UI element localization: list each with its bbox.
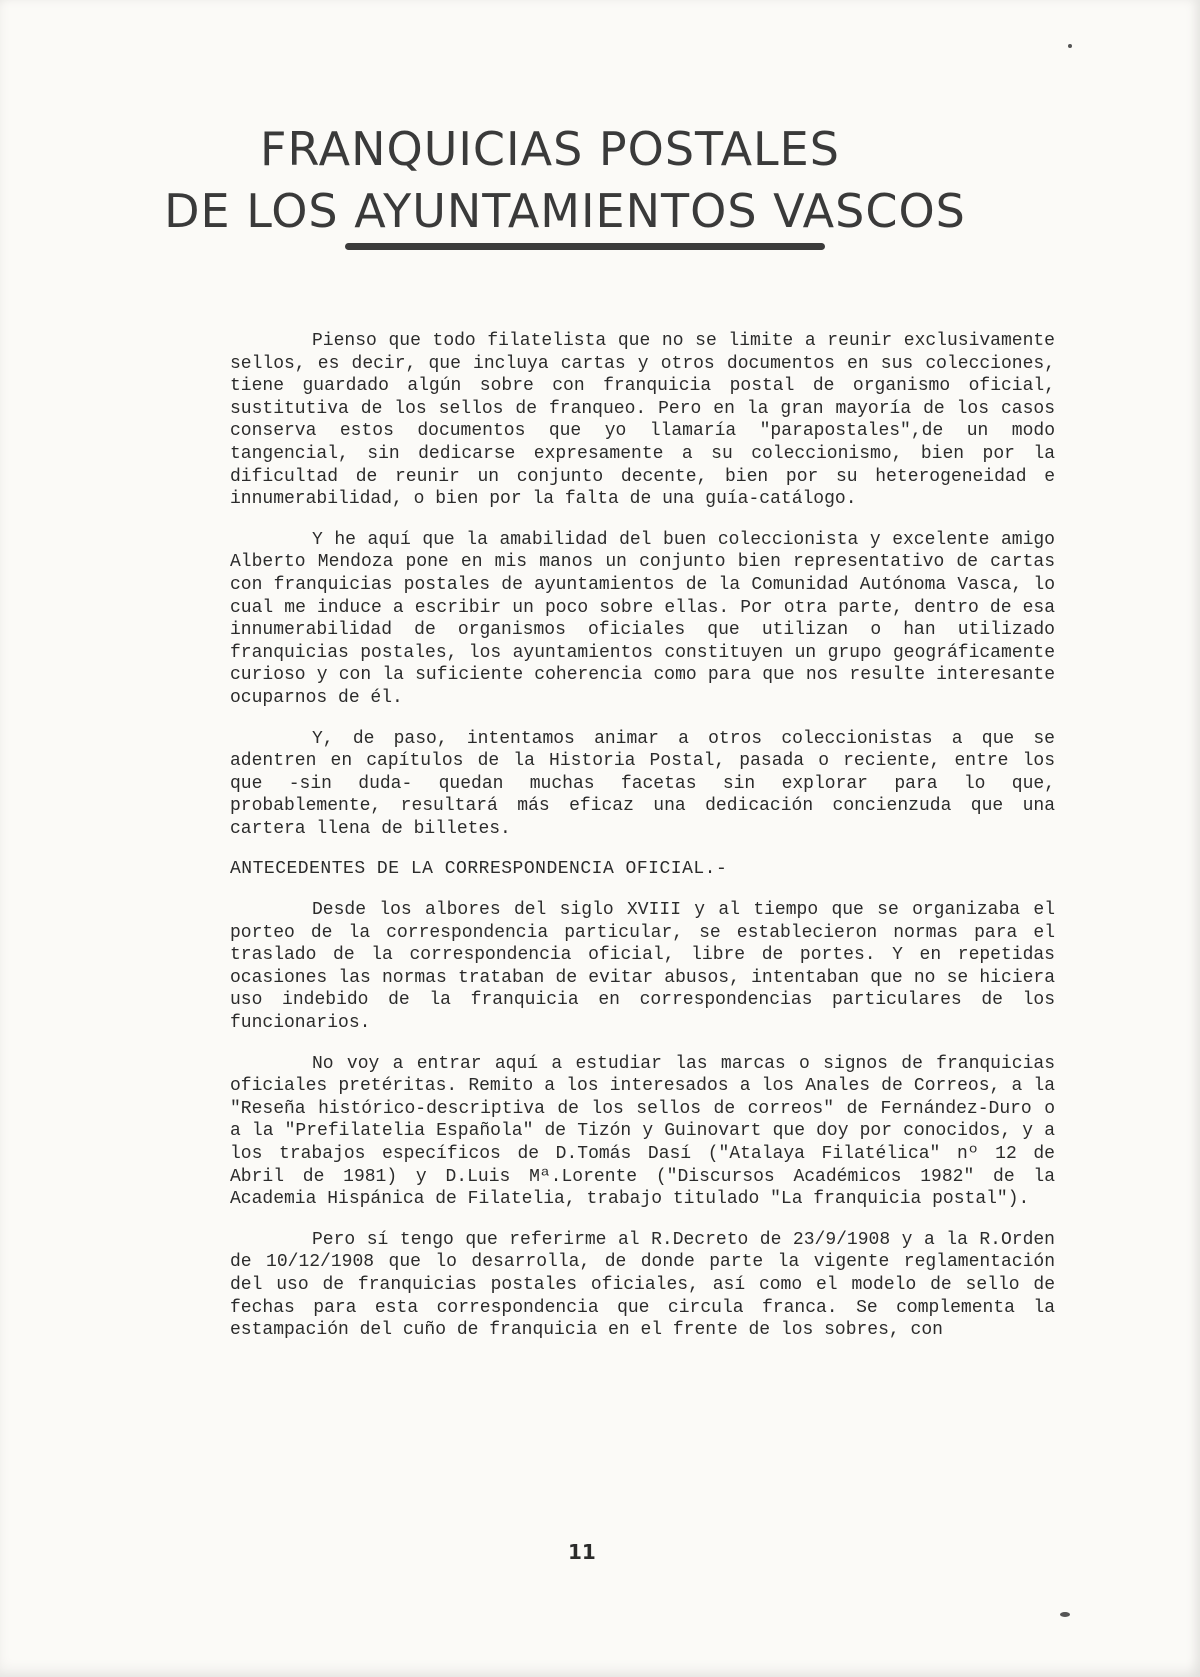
page-number: 11	[568, 1540, 596, 1564]
paragraph: No voy a entrar aquí a estudiar las marcas o signos de franquicias oficiales pretéritas. Remito a los interesados a los Anales de Correos, a la "Reseña histórico-descriptiva de los sellos de correos" de Fernández-Duro o a la "Prefilatelia Española" de Tizón y Guinovart que doy por conocidos, y a los trabajos específicos de D.Tomás Dasí ("Atalaya Filatélica" nº 12 de Abril de 1981) y D.Luis Mª.Lorente ("Discursos Académicos 1982" de la Academia Hispánica de Filatelia, trabajo titulado "La franquicia postal").	[230, 1053, 1055, 1210]
title-line-1: FRANQUICIAS POSTALES	[260, 122, 840, 176]
paragraph: Pienso que todo filatelista que no se limite a reunir exclusivamente sellos, es decir, que incluya cartas y otros documentos en sus colecciones, tiene guardado algún sobre con franquicia postal de organismo oficial, sustitutiva de los sellos de franqueo. Pero en la gran mayoría de los casos conserva estos documentos que yo llamaría "parapostales",de un modo tangencial, sin dedicarse expresamente a su coleccionismo, bien por la dificultad de reunir un conjunto decente, bien por su heterogeneidad e innumerabilidad, o bien por la falta de una guía-catálogo.	[230, 331, 1055, 510]
paragraph: Desde los albores del siglo XVIII y al tiempo que se organizaba el porteo de la correspondencia particular, se establecieron normas para el traslado de la correspondencia oficial, libre de portes. Y en repetidas ocasiones las normas trataban de evitar abusos, intentaban que no se hiciera uso indebido de la franquicia en correspondencias particulares de los funcionarios.	[230, 900, 1055, 1034]
section-heading: ANTECEDENTES DE LA CORRESPONDENCIA OFICIAL.-	[230, 859, 728, 880]
article-body	[230, 330, 1055, 1360]
title-underline	[345, 243, 825, 250]
title-line-2: DE LOS AYUNTAMIENTOS VASCOS	[164, 184, 966, 238]
paragraph: Y, de paso, intentamos animar a otros coleccionistas a que se adentren en capítulos de la Historia Postal, pasada o reciente, entre los que -sin duda- quedan muchas facetas sin explorar para lo que, probablemente, resultará más eficaz una dedicación concienzuda que una cartera llena de billetes.	[230, 728, 1055, 839]
ink-speck	[1068, 44, 1072, 48]
ink-speck	[1060, 1612, 1070, 1617]
paragraph: Pero sí tengo que referirme al R.Decreto de 23/9/1908 y a la R.Orden de 10/12/1908 que lo desarrolla, de donde parte la vigente reglamentación del uso de franquicias postales oficiales, así como el modelo de sello de fechas para esta correspondencia que circula franca. Se complementa la estampación del cuño de franquicia en el frente de los sobres, con	[230, 1229, 1055, 1341]
article-title	[120, 118, 1020, 242]
paragraph: Y he aquí que la amabilidad del buen coleccionista y excelente amigo Alberto Mendoza pone en mis manos un conjunto bien representativo de cartas con franquicias postales de ayuntamientos de la Comunidad Autónoma Vasca, lo cual me induce a escribir un poco sobre ellas. Por otra parte, dentro de esa innumerabilidad de organismos oficiales que utilizan o han utilizado franquicias postales, los ayuntamientos constituyen un grupo geográficamente curioso y con la suficiente coherencia como para que nos resulte interesante ocuparnos de él.	[230, 529, 1055, 708]
